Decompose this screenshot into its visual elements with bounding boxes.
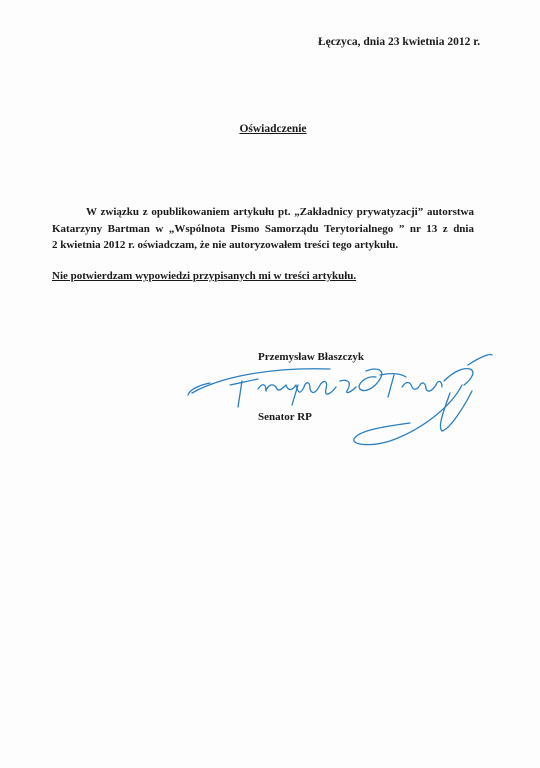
paragraph-line-2: Katarzyny Bartman w „Wspólnota Pismo Samorządu Terytorialnego ” nr 13 z dnia [52,222,474,235]
signer-title: Senator RP [258,411,312,423]
paragraph-line-3: 2 kwietnia 2012 r. oświadczam, że nie autoryzowałem treści tego artykułu. [52,239,399,251]
signer-name: Przemysław Błaszczyk [258,351,364,363]
handwritten-signature [180,345,500,455]
statement-paragraph [52,204,474,254]
paragraph-line-1-text: W związku z opublikowaniem artykułu pt. „Zakładnicy prywatyzacji” autorstwa [86,206,474,218]
place-and-date: Łęczyca, dnia 23 kwietnia 2012 r. [318,36,481,48]
document-title [0,123,540,135]
paragraph-line-1 [52,204,474,221]
denial-notice: Nie potwierdzam wypowiedzi przypisanych mi w treści artykułu. [52,270,357,282]
document-title-text: Oświadczenie [239,123,307,135]
